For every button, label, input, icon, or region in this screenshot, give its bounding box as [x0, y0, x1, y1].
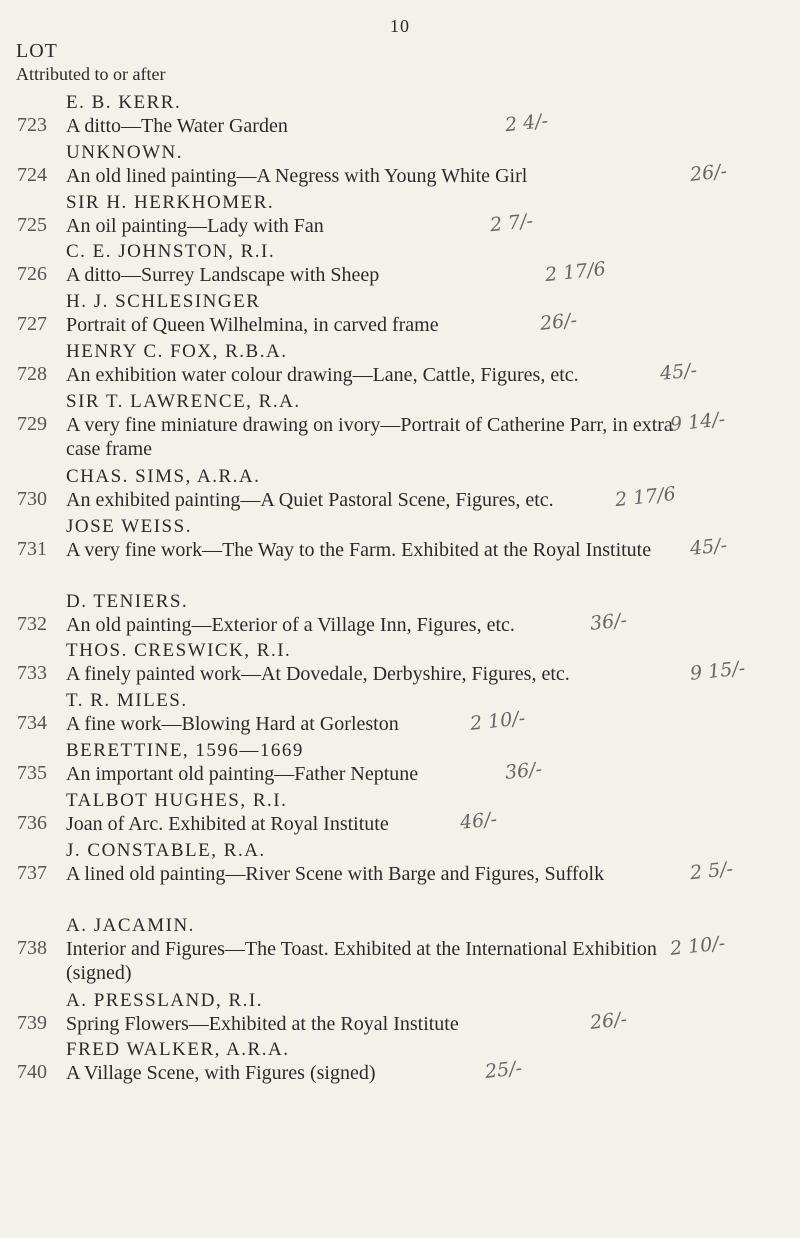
- lot-entry: [0, 391, 800, 466]
- lot-entry: [0, 516, 800, 591]
- lot-description: A very fine work—The Way to the Farm. Exhibited at the Royal Institute: [66, 538, 652, 561]
- lot-entry: [0, 142, 800, 192]
- lot-number: 736: [17, 811, 47, 834]
- lot-description: A very fine miniature drawing on ivory—Portrait of Catherine Parr, in extra case frame: [66, 413, 673, 460]
- lot-artist: CHAS. SIMS, A.R.A.: [66, 465, 261, 487]
- lot-artist: BERETTINE, 1596—1669: [66, 739, 304, 761]
- lot-artist: THOS. CRESWICK, R.I.: [66, 640, 292, 662]
- handwritten-price: 9 15/-: [689, 657, 747, 686]
- lot-description: A ditto—The Water Garden: [66, 115, 288, 137]
- lot-artist: SIR T. LAWRENCE, R.A.: [66, 390, 301, 412]
- lot-artist: FRED WALKER, A.R.A.: [66, 1039, 290, 1061]
- lot-description: A finely painted work—At Dovedale, Derbyshire, Figures, etc.: [66, 663, 570, 686]
- lot-number: 727: [17, 313, 47, 336]
- lot-artist: D. TENIERS.: [66, 590, 189, 612]
- lot-description: Interior and Figures—The Toast. Exhibited at the International Exhibition (signed): [66, 937, 657, 984]
- lot-entry: [0, 1039, 800, 1089]
- handwritten-price: 45/-: [658, 359, 699, 385]
- lot-artist: T. R. MILES.: [66, 690, 188, 712]
- lot-artist: SIR H. HERKHOMER.: [66, 191, 275, 213]
- lot-number: 729: [17, 412, 47, 435]
- lot-entry: [0, 840, 800, 915]
- lot-entry: [0, 740, 800, 790]
- lot-artist: TALBOT HUGHES, R.I.: [66, 789, 288, 811]
- handwritten-price: 2 17/6: [544, 258, 607, 287]
- lot-description: A ditto—Surrey Landscape with Sheep: [66, 264, 380, 287]
- lot-description: Joan of Arc. Exhibited at Royal Institute: [66, 812, 389, 835]
- attributed-header: Attributed to or after: [16, 64, 166, 84]
- handwritten-price: 2 10/-: [669, 931, 727, 960]
- lot-number: 728: [17, 362, 47, 385]
- lot-artist: HENRY C. FOX, R.B.A.: [66, 340, 288, 362]
- lot-entry: [0, 341, 800, 391]
- lot-description: A lined old painting—River Scene with Barge and Figures, Suffolk: [66, 862, 605, 885]
- lot-number: 724: [17, 163, 47, 186]
- page-number: 10: [390, 16, 410, 36]
- lot-number: 732: [17, 612, 47, 635]
- lot-artist: A. JACAMIN.: [66, 914, 195, 936]
- lot-entry: [0, 291, 800, 341]
- lot-description: An important old painting—Father Neptune: [66, 762, 419, 785]
- lot-entry: [0, 466, 800, 516]
- lot-entry: [0, 690, 800, 740]
- lot-entry: [0, 92, 800, 142]
- handwritten-price: 2 5/-: [688, 857, 735, 884]
- handwritten-price: 26/-: [538, 309, 579, 336]
- lot-entry: [0, 640, 800, 690]
- lot-entry: [0, 915, 800, 990]
- handwritten-price: 36/-: [503, 758, 544, 784]
- lot-artist: UNKNOWN.: [66, 141, 184, 163]
- lot-description: A fine work—Blowing Hard at Gorleston: [66, 713, 399, 736]
- lot-number: 738: [17, 936, 47, 959]
- handwritten-price: 45/-: [688, 533, 729, 560]
- lot-description: Portrait of Queen Wilhelmina, in carved frame: [66, 314, 439, 337]
- lot-description: Spring Flowers—Exhibited at the Royal Institute: [66, 1012, 459, 1035]
- lot-artist: J. CONSTABLE, R.A.: [66, 839, 266, 861]
- lot-number: 726: [17, 263, 47, 286]
- handwritten-price: 26/-: [588, 1007, 629, 1034]
- lot-artist: C. E. JOHNSTON, R.I.: [66, 241, 276, 263]
- lot-artist: E. B. KERR.: [66, 92, 182, 113]
- lot-number: 739: [17, 1011, 47, 1034]
- lot-number: 734: [17, 712, 47, 735]
- lot-entry: [0, 790, 800, 840]
- lot-number: 730: [17, 487, 47, 510]
- lot-entry: [0, 990, 800, 1040]
- handwritten-price: 26/-: [688, 159, 729, 186]
- lot-description: An old lined painting—A Negress with Young White Girl: [66, 164, 528, 187]
- lot-number: 733: [17, 662, 47, 685]
- lot-description: An exhibition water colour drawing—Lane, Cattle, Figures, etc.: [66, 363, 579, 386]
- handwritten-price: 2 17/6: [614, 482, 677, 511]
- handwritten-price: 9 14/-: [669, 407, 727, 436]
- lot-description: An exhibited painting—A Quiet Pastoral Scene, Figures, etc.: [66, 488, 554, 511]
- lot-description: An oil painting—Lady with Fan: [66, 214, 324, 237]
- lot-number: 737: [17, 861, 47, 884]
- handwritten-price: 36/-: [588, 608, 629, 635]
- lot-number: 731: [17, 537, 47, 560]
- handwritten-price: 2 10/-: [469, 707, 527, 735]
- lot-number: 735: [17, 761, 47, 784]
- handwritten-price: 2 7/-: [488, 209, 535, 236]
- lot-artist: JOSE WEISS.: [66, 515, 192, 537]
- lot-column-header: LOT: [16, 40, 58, 62]
- lot-artist: H. J. SCHLESINGER: [66, 291, 261, 313]
- lot-description: A Village Scene, with Figures (signed): [66, 1062, 376, 1085]
- lot-description: An old painting—Exterior of a Village Inn, Figures, etc.: [66, 613, 515, 636]
- lot-artist: A. PRESSLAND, R.I.: [66, 989, 263, 1011]
- lot-entry: [0, 192, 800, 242]
- lot-number: 725: [17, 213, 47, 236]
- handwritten-price: 25/-: [483, 1057, 524, 1084]
- lot-number: 723: [17, 114, 47, 136]
- handwritten-price: 2 4/-: [503, 109, 550, 137]
- handwritten-price: 46/-: [458, 807, 499, 834]
- catalog-list: [0, 92, 800, 1089]
- lot-number: 740: [17, 1061, 47, 1084]
- lot-entry: [0, 591, 800, 641]
- lot-entry: [0, 241, 800, 291]
